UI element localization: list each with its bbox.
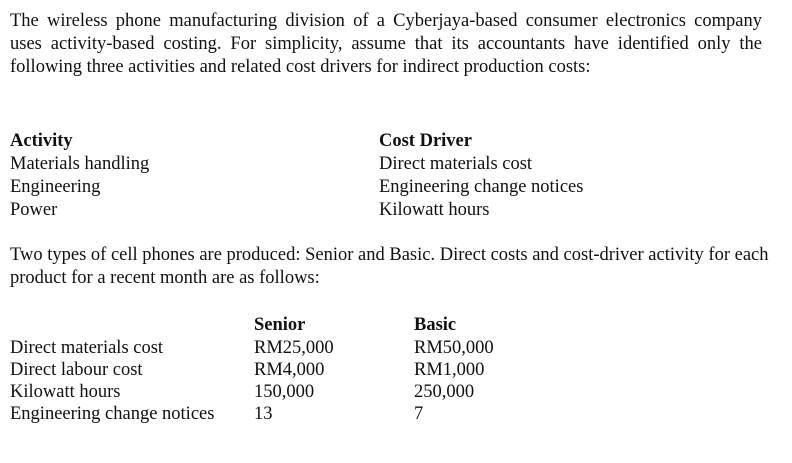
intro-paragraph: The wireless phone manufacturing division of a Cyberjaya-based consumer electronics company uses activity-based costing. For simplicity, assume that its accountants have identified only the following three activities and related cost drivers for indirect production costs: [10, 11, 762, 77]
table-row [10, 381, 534, 403]
basic-column-header: Basic [414, 315, 457, 335]
basic-value: 250,000 [414, 382, 475, 402]
senior-value: 150,000 [254, 382, 315, 402]
table-header-row [10, 314, 534, 337]
label-column-header [10, 314, 254, 337]
cost-driver-item: Direct materials cost [379, 154, 533, 174]
basic-value: RM50,000 [414, 338, 494, 358]
cost-driver-item: Kilowatt hours [379, 200, 490, 220]
activity-item: Engineering [10, 177, 101, 197]
activity-header: Activity [10, 131, 73, 151]
cost-driver-header: Cost Driver [379, 131, 472, 151]
row-label: Kilowatt hours [10, 382, 121, 402]
senior-value: RM4,000 [254, 360, 325, 380]
cost-driver-list [379, 153, 583, 222]
cost-driver-item: Engineering change notices [379, 177, 584, 197]
basic-value: 7 [414, 404, 424, 424]
table-row [10, 359, 534, 381]
table-row [10, 337, 534, 359]
activity-item: Power [10, 200, 58, 220]
senior-value: 13 [254, 404, 273, 424]
senior-column-header: Senior [254, 315, 306, 335]
product-cost-table [10, 314, 534, 425]
activity-item: Materials handling [10, 154, 150, 174]
row-label: Engineering change notices [10, 404, 215, 424]
table-row [10, 403, 534, 425]
basic-value: RM1,000 [414, 360, 485, 380]
senior-value: RM25,000 [254, 338, 334, 358]
row-label: Direct labour cost [10, 360, 143, 380]
activity-list [10, 153, 149, 222]
row-label: Direct materials cost [10, 338, 164, 358]
products-paragraph: Two types of cell phones are produced: Senior and Basic. Direct costs and cost-driver activity for each product for a recent month are as follows: [10, 245, 769, 288]
